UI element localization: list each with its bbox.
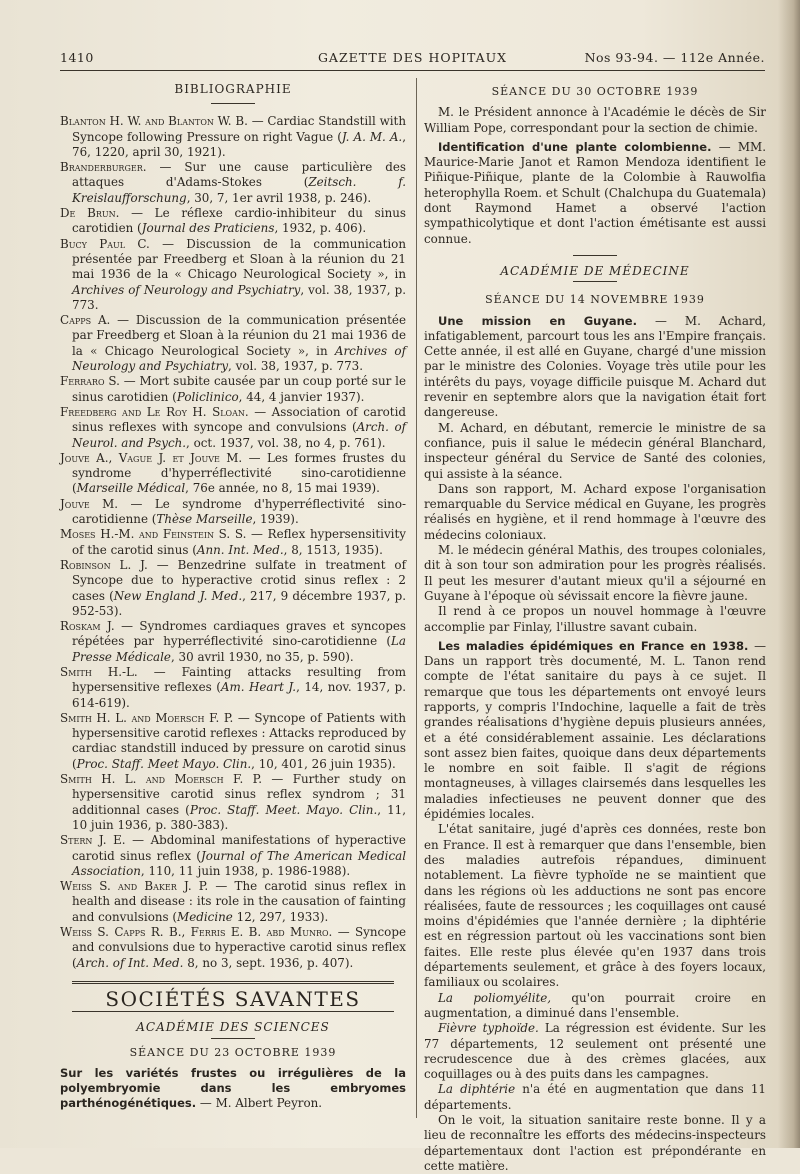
plante-headline: Identification d'une plante colombienne. <box>438 139 712 154</box>
bibliography-author: Blanton H. W. and Blanton W. B. <box>60 114 248 129</box>
guyane-paragraph-2: M. Achard, en débutant, remercie le ministre de sa confiance, puis il salue le médecin général Blanchard, inspecteur général du Service de Santé des colonies, qui assiste à la séance. <box>424 420 766 481</box>
bibliography-text: — Syndromes cardiaques graves et syncopes répétées par hyperréflectivité sino-carotidienne ( <box>72 619 406 649</box>
bibliography-source: Proc. Staff. Meet. Mayo. Clin. <box>189 802 378 817</box>
bibliography-author: Jouve M. <box>60 496 119 511</box>
guyane-text-1: — M. Achard, infatigablement, parcourt tous les ans l'Empire français. Cette année, il est allé en Guyane, chargé d'une mission par le ministre des Colonies. Voyage très utile pour les intérêts du pays, voyage difficile puisque M. Achard dut revenir en septembre alors que la navigation était fort dangereuse. <box>424 313 766 420</box>
journal-title: GAZETTE DES HOPITAUX <box>317 50 508 65</box>
bibliography-entry <box>60 558 406 619</box>
epidemies-paragraph-5 <box>424 1082 766 1113</box>
bibliography-text: — Le syndrome d'hyperréflectivité sino-carotidienne ( <box>72 496 406 527</box>
bibliography-tail: 12, 297, 1933). <box>232 909 329 924</box>
header-rule <box>60 70 765 71</box>
bibliography-source: Thèse Marseille <box>156 512 253 527</box>
bibliography-author: Roskam J. <box>60 619 115 634</box>
bibliography-text: — Mort subite causée par un coup porté sur le sinus carotidien ( <box>72 374 406 404</box>
bibliography-text: — Reflex hypersensitivity of the carotid sinus ( <box>72 527 406 557</box>
bibliography-source: J. A. M. A. <box>341 129 403 144</box>
bibliography-tail: , vol. 38, 1937, p. 773. <box>228 359 364 374</box>
bibliography-list <box>60 114 406 971</box>
bibliography-tail: , 8, 1513, 1935). <box>283 542 383 557</box>
epidemies-paragraph-6: On le voit, la situation sanitaire reste bonne. Il y a lieu de reconnaître les efforts des médecins-inspecteurs départementaux dont l'action est prépondérante en cette matière. <box>424 1113 766 1173</box>
bibliography-text: — The carotid sinus reflex in health and disease : its role in the causation of fainting and convulsions ( <box>72 879 406 924</box>
bibliography-text: — Abdominal manifestations of hyperactive carotid sinus reflex ( <box>72 833 406 863</box>
bibliography-entry <box>60 619 406 665</box>
bibliography-text: — Syncope of Patients with hypersensitive carotid reflexes : Attacks reproduced by cardiac standstill induced by pressure on carotid sinus ( <box>72 710 406 771</box>
guyane-paragraph-3: Dans son rapport, M. Achard expose l'organisation remarquable du Service médical en Guyane, les progrès réalisés en hygiène, et il rend hommage à l'œuvre des médecins coloniaux. <box>424 481 766 542</box>
epidemies-text-1: — Dans un rapport très documenté, M. L. Tanon rend compte de l'état sanitaire du pays à ce sujet. Il remarque que tous les départements ont envoyé leurs rapports, y compris l'Indochine, laquelle a fait de très grandes réalisations d'hygiène depuis plusieurs années, et a été considérablement assainie. Les déclarations sont assez bien faites, quoique dans deux départements le nombre en soit faible. Il s'agit de régions montagneuses, à villages clairsemés dans lesquelles les maladies infectieuses ne peuvent donner que des épidémies locales. <box>424 638 766 822</box>
bibliography-tail: , 1939). <box>252 512 299 527</box>
bibliography-tail: , 76, 1220, april 30, 1921). <box>72 129 406 159</box>
epidemies-headline: Les maladies épidémiques en France en 1938. <box>438 638 749 653</box>
bibliography-entry <box>60 237 406 313</box>
guyane-paragraph-1 <box>424 314 766 421</box>
bibliography-entry <box>60 772 406 833</box>
epidemies-paragraph-2: L'état sanitaire, jugé d'après ces données, reste bon en France. Il est à remarquer que dans l'ensemble, bien des maladies autrefois répandues, diminuent notablement. La fièvre typhoïde ne se maintient que dans les régions où les adductions ne sont pas encore réalisées, faute de ressources ; les coquillages ont causé moins d'épidémies que l'année dernière ; la diphtérie est en régression partout où les vaccinations sont bien faites. Elle reste plus élevée qu'en 1937 dans trois départements seulement, et grâce à des foyers locaux, familiaux ou scolaires. <box>424 822 766 990</box>
bibliography-author: Branderburger. <box>60 160 147 175</box>
bibliography-source: Archives of Neurology and Psychiatry <box>72 282 301 297</box>
guyane-headline: Une mission en Guyane. <box>438 313 637 328</box>
bibliography-entry <box>60 665 406 711</box>
bibliography-author: Jouve A., Vague J. et Jouve M. <box>60 450 243 465</box>
bibliography-text: — Le réflexe cardio-inhibiteur du sinus carotidien ( <box>72 206 407 236</box>
bibliography-tail: , 76e année, no 8, 15 mai 1939). <box>185 481 380 496</box>
page-number: 1410 <box>60 50 94 65</box>
bibliography-author: Weiss S. Capps R. B., Ferris E. B. abd Munro. <box>60 925 333 940</box>
bibliography-tail: , 30 avril 1930, no 35, p. 590). <box>170 649 354 664</box>
bibliography-entry <box>60 497 406 528</box>
bibliography-source: Archives of Neurology and Psychiatry <box>72 343 406 374</box>
bibliography-text: — Sur une cause particulière des attaques d'Adams-Stokes ( <box>72 160 406 190</box>
bibliography-author: Stern J. E. <box>60 833 126 848</box>
president-paragraph: M. le Président annonce à l'Académie le décès de Sir William Pope, correspondant pour la section de chimie. <box>424 105 766 135</box>
bibliography-author: De Brun. <box>60 206 120 221</box>
epidemies-paragraph-4 <box>424 1021 766 1082</box>
bibliography-title: BIBLIOGRAPHIE <box>174 82 292 96</box>
bibliography-entry <box>60 114 406 160</box>
bibliography-entry <box>60 313 406 374</box>
bibliography-source: Arch. of Neurol. and Psych. <box>72 420 407 450</box>
left-column <box>60 80 406 1112</box>
epidemies-paragraph-1 <box>424 639 766 823</box>
bibliography-author: Ferraro S. <box>60 374 120 389</box>
bibliography-source: Ann. Int. Med. <box>196 542 284 557</box>
plante-paragraph <box>424 140 766 247</box>
academie-medecine-heading: ACADÉMIE DE MÉDECINE <box>500 263 690 278</box>
polyembryo-headline: Sur les variétés frustes ou irrégulières de la polyembryomie dans les embryomes parthénogénétiques. <box>60 1065 406 1111</box>
bibliography-tail: , 1932, p. 406). <box>274 221 367 236</box>
bibliography-source: Am. Heart J. <box>220 680 297 695</box>
bibliography-tail: 8, no 3, sept. 1936, p. 407). <box>183 955 354 970</box>
seance-14-novembre: SÉANCE DU 14 NOVEMBRE 1939 <box>485 293 705 307</box>
poliomyelite-label: La poliomyélite, <box>438 990 552 1005</box>
bibliography-source: Journal of The American Medical Association <box>72 848 407 878</box>
bibliography-entry <box>60 206 406 237</box>
academie-medecine-rule <box>573 281 617 282</box>
academie-sciences-heading: ACADÉMIE DES SCIENCES <box>136 1020 330 1035</box>
page-edge-shadow <box>778 0 800 1148</box>
issue-number: Nos 93-94. — 112e Année. <box>584 50 765 65</box>
bibliography-tail: , 14, nov. 1937, p. 614-619). <box>72 680 406 710</box>
bibliography-text: — Benzedrine sulfate in treatment of Syncope due to hyperactive crotid sinus reflex : 2 cases ( <box>72 557 406 603</box>
polyembryo-paragraph <box>60 1066 406 1112</box>
polyembryo-author: — M. Albert Peyron. <box>196 1096 323 1111</box>
bibliography-author: Bucy Paul C. <box>60 236 150 251</box>
bibliography-tail: , 110, 11 juin 1938, p. 1986-1988). <box>140 863 351 878</box>
bibliography-entry <box>60 160 406 206</box>
bibliography-tail: , 11, 10 juin 1936, p. 380-383). <box>72 802 406 832</box>
bibliography-author: Weiss S. and Baker J. P. <box>60 879 209 894</box>
bibliography-source: Arch. of Int. Med. <box>76 955 184 970</box>
bibliography-entry <box>60 925 406 971</box>
bibliography-text: — Further study on hypersensitive carotid sinus reflex syndrom ; 31 additionnal cases ( <box>72 772 406 817</box>
bibliography-author: Capps A. <box>60 313 111 328</box>
bibliography-source: Policlinico <box>176 389 239 404</box>
bibliography-entry <box>60 711 406 772</box>
seance-23-octobre: SÉANCE DU 23 OCTOBRE 1939 <box>129 1045 337 1059</box>
bibliography-tail: , oct. 1937, vol. 38, no 4, p. 761). <box>186 435 386 450</box>
bibliography-author: Smith H. L. and Moersch F. P. <box>60 772 263 787</box>
bibliography-text: — Fainting attacks resulting from hypersensitive reflexes ( <box>72 664 406 695</box>
column-divider <box>416 78 417 1118</box>
typhoide-text: La régression est évidente. Sur les 77 départements, 12 seulement ont présenté une recrudescence due à des crèmes glacées, aux coquillages ou à des puits dans les campagnes. <box>424 1021 766 1082</box>
bibliography-tail: , 217, 9 décembre 1937, p. 952-53). <box>72 588 406 618</box>
bibliography-source: Medicine <box>177 909 233 924</box>
bibliography-text: — Discussion de la communication présentée par Freedberg et Sloan à la réunion du 21 mai 1936 de la « Chicago Neurological Society », in <box>72 236 406 282</box>
bibliography-source: Journal des Praticiens <box>141 221 275 236</box>
bibliography-rule <box>211 103 255 104</box>
societes-savantes-title: SOCIÉTÉS SAVANTES <box>105 986 361 1011</box>
bibliography-tail: , 30, 7, 1er avril 1938, p. 246). <box>186 190 372 205</box>
section-double-rule <box>72 981 394 984</box>
bibliography-author: Smith H. L. and Moersch F. P. <box>60 710 234 725</box>
bibliography-text: — Discussion de la communication présentée par Freedberg et Sloan à la réunion du 21 mai 1936 de la « Chicago Neurological Society », in <box>72 313 406 358</box>
seance-30-octobre: SÉANCE DU 30 OCTOBRE 1939 <box>491 85 699 98</box>
bibliography-source: New England J. Med. <box>113 588 243 603</box>
bibliography-source: Zeitsch. f. Kreislaufforschung <box>72 175 406 205</box>
bibliography-tail: , 44, 4 janvier 1937). <box>238 389 365 404</box>
plante-text: — MM. Maurice-Marie Janot et Ramon Mendoza identifient le Piñique-Piñique, plante de la Colombie à Rauwolfia heterophylla Roem. et Schult (Chalchupa du Guatemala) dont Raymond Hamet a observé l'action sympathicolytique et dont l'action émétisante est aussi connue. <box>424 139 766 246</box>
bibliography-text: — Association of carotid sinus reflexes with syncope and convulsions ( <box>72 404 406 435</box>
bibliography-author: Moses H.-M. and Feinstein S. S. <box>60 527 247 542</box>
bibliography-tail: , vol. 38, 1937, p. 773. <box>72 282 406 312</box>
bibliography-entry <box>60 451 406 497</box>
bibliography-entry <box>60 405 406 451</box>
diphterie-text: n'a été en augmentation que dans 11 départements. <box>424 1082 766 1112</box>
bibliography-entry <box>60 879 406 925</box>
bibliography-text: — Les formes frustes du syndrome d'hyperréflectivité sino-carotidienne ( <box>72 450 406 496</box>
diphterie-label: La diphtérie <box>438 1082 516 1097</box>
page-header <box>60 50 765 68</box>
bibliography-author: Freedberg and Le Roy H. Sloan. <box>60 404 249 419</box>
bibliography-source: Proc. Staff. Meet Mayo. Clin. <box>76 756 252 771</box>
bibliography-entry <box>60 527 406 558</box>
bibliography-source: Marseille Médical <box>76 481 186 496</box>
epidemies-paragraph-3 <box>424 991 766 1022</box>
guyane-paragraph-5: Il rend à ce propos un nouvel hommage à l'œuvre accomplie par Finlay, l'illustre savant cubain. <box>424 604 766 634</box>
bibliography-text: — Syncope and convulsions due to hyperactive carotid sinus reflex ( <box>72 925 406 970</box>
bibliography-entry <box>60 833 406 879</box>
bibliography-entry <box>60 374 406 405</box>
bibliography-source: La Presse Médicale <box>72 634 406 664</box>
bibliography-tail: , 10, 401, 26 juin 1935). <box>251 756 396 771</box>
bibliography-author: Robinson L. J. <box>60 557 148 572</box>
academie-sciences-rule <box>211 1038 255 1039</box>
bibliography-author: Smith H.-L. <box>60 664 138 679</box>
academie-medecine-rule-top <box>573 255 617 256</box>
bibliography-text: — Cardiac Standstill with Syncope following Pressure on right Vague ( <box>72 114 406 144</box>
poliomyelite-text: qu'on pourrait croire en augmentation, a diminué dans l'ensemble. <box>424 990 766 1020</box>
typhoide-label: Fièvre typhoïde. <box>438 1021 539 1036</box>
societes-rule <box>72 1011 394 1012</box>
guyane-paragraph-4: M. le médecin général Mathis, des troupes coloniales, dit à son tour son admiration pour les progrès réalisés. Il peut les mesurer d'autant mieux qu'il a séjourné en Guyane à l'époque où sévissait encore la fièvre jaune. <box>424 543 766 603</box>
right-column <box>424 80 766 1174</box>
